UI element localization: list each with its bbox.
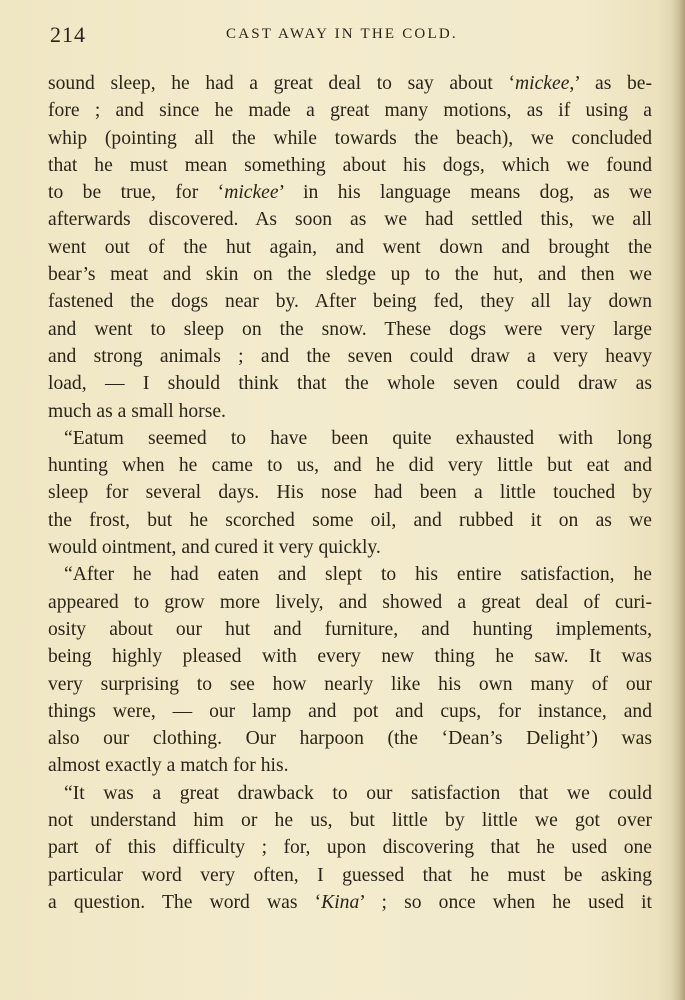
text-line: much as a small horse. — [48, 400, 226, 422]
paragraph-1 — [48, 70, 652, 425]
text-line: also our clothing. Our harpoon (the ‘Dean’s Delight’) was — [48, 728, 652, 750]
text-line: whip (pointing all the while towards the beach), we concluded — [48, 127, 652, 149]
text-line: and went to sleep on the snow. These dogs were very large — [48, 318, 652, 340]
text-line: things were, — our lamp and pot and cups, for instance, and — [48, 700, 652, 722]
text-line: being highly pleased with every new thing he saw. It was — [48, 646, 652, 668]
paragraph-3 — [48, 561, 652, 779]
text-line: and strong animals ; and the seven could draw a very heavy — [48, 345, 652, 367]
text-line: fastened the dogs near by. After being fed, they all lay down — [48, 291, 652, 313]
text-line: hunting when he came to us, and he did very little but eat and — [48, 455, 652, 477]
text-line: bear’s meat and skin on the sledge up to the hut, and then we — [48, 264, 652, 286]
text-line: “After he had eaten and slept to his entire satisfaction, he — [64, 564, 652, 586]
text-line: would ointment, and cured it very quickly. — [48, 537, 381, 559]
text-line: appeared to grow more lively, and showed a great deal of curi- — [48, 591, 652, 613]
page-number: 214 — [50, 22, 86, 47]
text-line: very surprising to see how nearly like his own many of our — [48, 673, 652, 695]
page-edge-shadow — [671, 0, 685, 1000]
text-line: “Eatum seemed to have been quite exhausted with long — [64, 427, 652, 449]
text-line: that he must mean something about his dogs, which we found — [48, 154, 652, 176]
text-line: afterwards discovered. As soon as we had settled this, we all — [48, 209, 652, 231]
text-line: went out of the hut again, and went down and brought the — [48, 236, 652, 258]
text-line: fore ; and since he made a great many motions, as if using a — [48, 100, 652, 122]
running-head: CAST AWAY IN THE COLD. — [226, 26, 458, 42]
text-line: almost exactly a match for his. — [48, 755, 289, 777]
paragraph-2 — [48, 425, 652, 561]
body-text — [48, 70, 652, 916]
text-line: load, — I should think that the whole seven could draw as — [48, 373, 652, 395]
text-line: particular word very often, I guessed that he must be asking — [48, 864, 652, 886]
text-line: part of this difficulty ; for, upon discovering that he used one — [48, 837, 652, 859]
text-line: the frost, but he scorched some oil, and rubbed it on as we — [48, 509, 652, 531]
text-line: “It was a great drawback to our satisfaction that we could — [64, 782, 652, 804]
text-line: to be true, for ‘mickee’ in his language means dog, as we — [48, 182, 652, 204]
text-line: not understand him or he us, but little by little we got over — [48, 810, 652, 832]
text-line: osity about our hut and furniture, and hunting implements, — [48, 618, 652, 640]
text-line: sound sleep, he had a great deal to say about ‘mickee,’ as be- — [48, 73, 652, 94]
page-header — [50, 22, 650, 50]
paragraph-4 — [48, 780, 652, 916]
text-line: a question. The word was ‘Kina’ ; so once when he used it — [48, 891, 652, 913]
text-line: sleep for several days. His nose had been a little touched by — [48, 482, 652, 504]
